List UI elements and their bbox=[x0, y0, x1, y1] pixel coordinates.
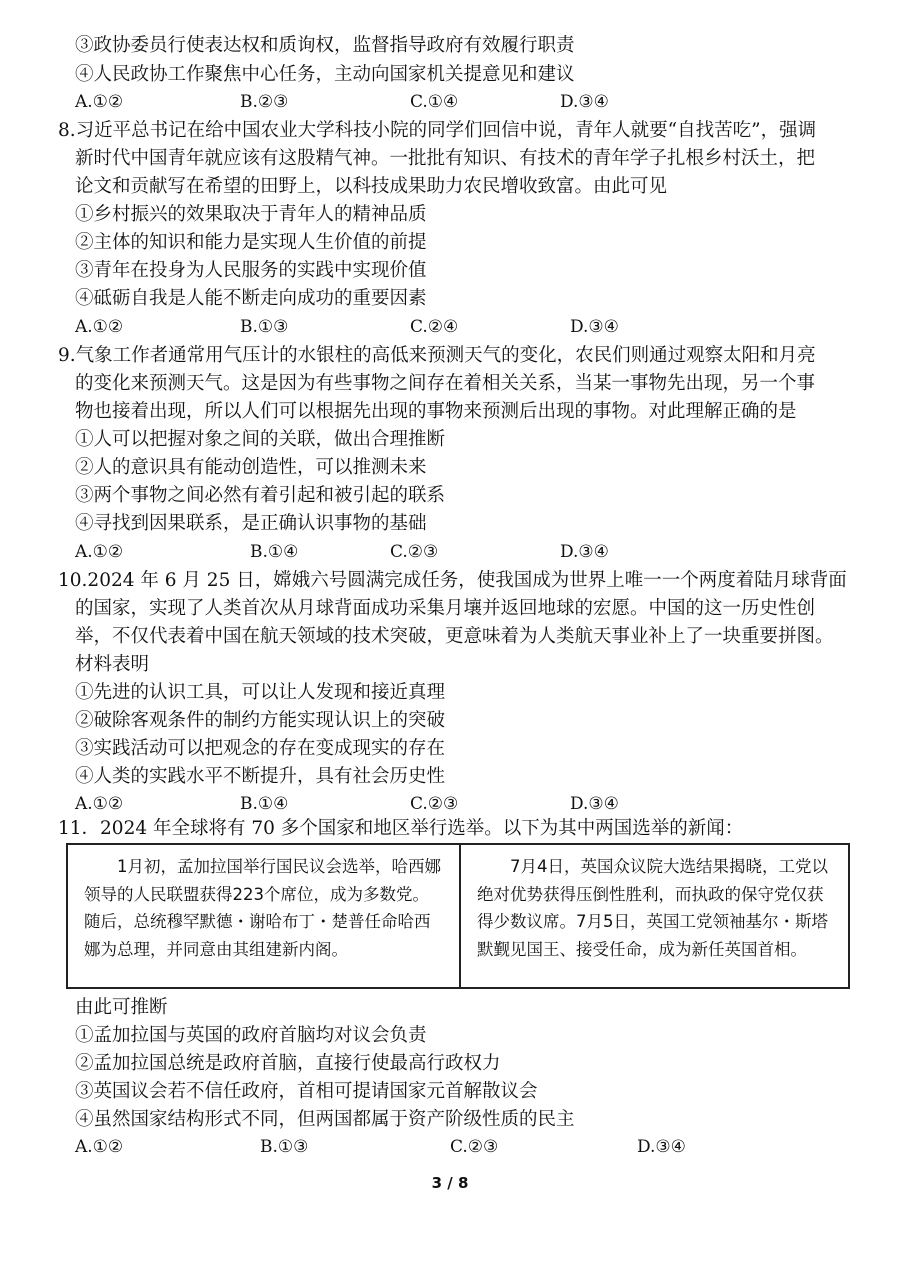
q8-option-a[interactable]: A.①② bbox=[75, 317, 124, 337]
news-bangladesh-text: 1月初，孟加拉国举行国民议会选举，哈西娜领导的人民联盟获得223个席位，成为多数党。随后，总统穆罕默德・谢哈布丁・楚普任命哈西娜为总理，并同意由其组建新内阁。 bbox=[84, 857, 441, 959]
q9-option-a[interactable]: A.①② bbox=[75, 542, 124, 562]
q8-item-1: ①乡村振兴的效果取决于青年人的精神品质 bbox=[75, 204, 427, 225]
q9-stem-line-1: 9.气象工作者通常用气压计的水银柱的高低来预测天气的变化，农民们则通过观察太阳和月亮 bbox=[58, 345, 816, 366]
q8-options bbox=[75, 315, 835, 339]
q11-option-a[interactable]: A.①② bbox=[75, 1137, 124, 1157]
q8-stem-line-3: 论文和贡献写在希望的田野上，以科技成果助力农民增收致富。由此可见 bbox=[75, 176, 668, 197]
q9-item-1: ①人可以把握对象之间的关联，做出合理推断 bbox=[75, 429, 446, 450]
q7-option-c[interactable]: C.①④ bbox=[410, 92, 459, 112]
q10-item-2: ②破除客观条件的制约方能实现认识上的突破 bbox=[75, 710, 446, 731]
q10-option-d[interactable]: D.③④ bbox=[570, 794, 619, 814]
q9-stem-line-2: 的变化来预测天气。这是因为有些事物之间存在着相关关系，当某一事物先出现，另一个事 bbox=[75, 373, 816, 394]
q10-item-1: ①先进的认识工具，可以让人发现和接近真理 bbox=[75, 682, 446, 703]
q8-stem-line-1: 8.习近平总书记在给中国农业大学科技小院的同学们回信中说，青年人就要“自找苦吃”，强调 bbox=[58, 120, 817, 141]
page-number: 3 / 8 bbox=[431, 1174, 469, 1192]
q11-item-1: ①孟加拉国与英国的政府首脑均对议会负责 bbox=[75, 1025, 427, 1046]
q10-option-a[interactable]: A.①② bbox=[75, 794, 124, 814]
q11-option-b[interactable]: B.①③ bbox=[260, 1137, 309, 1157]
q8-item-2: ②主体的知识和能力是实现人生价值的前提 bbox=[75, 232, 427, 253]
q7-option-d[interactable]: D.③④ bbox=[560, 92, 609, 112]
q9-stem-line-3: 物也接着出现，所以人们可以根据先出现的事物来预测后出现的事物。对此理解正确的是 bbox=[75, 401, 797, 422]
news-uk-text: 7月4日，英国众议院大选结果揭晓，工党以绝对优势获得压倒性胜利，而执政的保守党仅获得少数议席。7月5日，英国工党领袖基尔・斯塔默觐见国王、接受任命，成为新任英国首相。 bbox=[477, 857, 828, 959]
q11-item-4: ④虽然国家结构形式不同，但两国都属于资产阶级性质的民主 bbox=[75, 1109, 575, 1130]
q8-option-c[interactable]: C.②④ bbox=[410, 317, 459, 337]
news-uk-cell bbox=[461, 845, 848, 987]
q10-options bbox=[75, 792, 835, 816]
q9-options bbox=[75, 540, 835, 564]
q10-item-3: ③实践活动可以把观念的存在变成现实的存在 bbox=[75, 738, 446, 759]
q10-item-4: ④人类的实践水平不断提升，具有社会历史性 bbox=[75, 766, 446, 787]
q8-option-b[interactable]: B.①③ bbox=[240, 317, 289, 337]
q10-stem-line-2: 的国家，实现了人类首次从月球背面成功采集月壤并返回地球的宏愿。中国的这一历史性创 bbox=[75, 598, 816, 619]
q10-option-c[interactable]: C.②③ bbox=[410, 794, 459, 814]
q11-option-c[interactable]: C.②③ bbox=[450, 1137, 499, 1157]
q10-stem-line-1: 10.2024 年 6 月 25 日，嫦娥六号圆满完成任务，使我国成为世界上唯一一个两度着陆月球背面 bbox=[58, 570, 847, 591]
q11-lead: 由此可推断 bbox=[75, 997, 168, 1018]
q7-option-b[interactable]: B.②③ bbox=[240, 92, 289, 112]
q8-option-d[interactable]: D.③④ bbox=[570, 317, 619, 337]
q9-item-2: ②人的意识具有能动创造性，可以推测未来 bbox=[75, 457, 427, 478]
q7-item-3: ③政协委员行使表达权和质询权，监督指导政府有效履行职责 bbox=[75, 35, 575, 56]
q11-item-3: ③英国议会若不信任政府，首相可提请国家元首解散议会 bbox=[75, 1081, 538, 1102]
news-table bbox=[66, 843, 850, 989]
q10-stem-line-3: 举，不仅代表着中国在航天领域的技术突破，更意味着为人类航天事业补上了一块重要拼图。 bbox=[75, 626, 834, 647]
q11-options bbox=[75, 1135, 835, 1159]
q9-item-3: ③两个事物之间必然有着引起和被引起的联系 bbox=[75, 485, 446, 506]
news-bangladesh-cell bbox=[68, 845, 461, 987]
q7-item-4: ④人民政协工作聚焦中心任务，主动向国家机关提意见和建议 bbox=[75, 64, 575, 85]
q11-stem: 11．2024 年全球将有 70 多个国家和地区举行选举。以下为其中两国选举的新闻： bbox=[58, 818, 744, 839]
q9-option-c[interactable]: C.②③ bbox=[390, 542, 439, 562]
q9-option-d[interactable]: D.③④ bbox=[560, 542, 609, 562]
q10-stem-line-4: 材料表明 bbox=[75, 654, 150, 675]
q9-option-b[interactable]: B.①④ bbox=[250, 542, 299, 562]
q11-item-2: ②孟加拉国总统是政府首脑，直接行使最高行政权力 bbox=[75, 1053, 501, 1074]
q7-option-a[interactable]: A.①② bbox=[75, 92, 124, 112]
q11-option-d[interactable]: D.③④ bbox=[637, 1137, 686, 1157]
q9-item-4: ④寻找到因果联系，是正确认识事物的基础 bbox=[75, 513, 427, 534]
q8-item-3: ③青年在投身为人民服务的实践中实现价值 bbox=[75, 260, 427, 281]
q7-options bbox=[75, 90, 835, 114]
q8-stem-line-2: 新时代中国青年就应该有这股精气神。一批批有知识、有技术的青年学子扎根乡村沃土，把 bbox=[75, 148, 816, 169]
q8-item-4: ④砥砺自我是人能不断走向成功的重要因素 bbox=[75, 288, 427, 309]
q10-option-b[interactable]: B.①④ bbox=[240, 794, 289, 814]
